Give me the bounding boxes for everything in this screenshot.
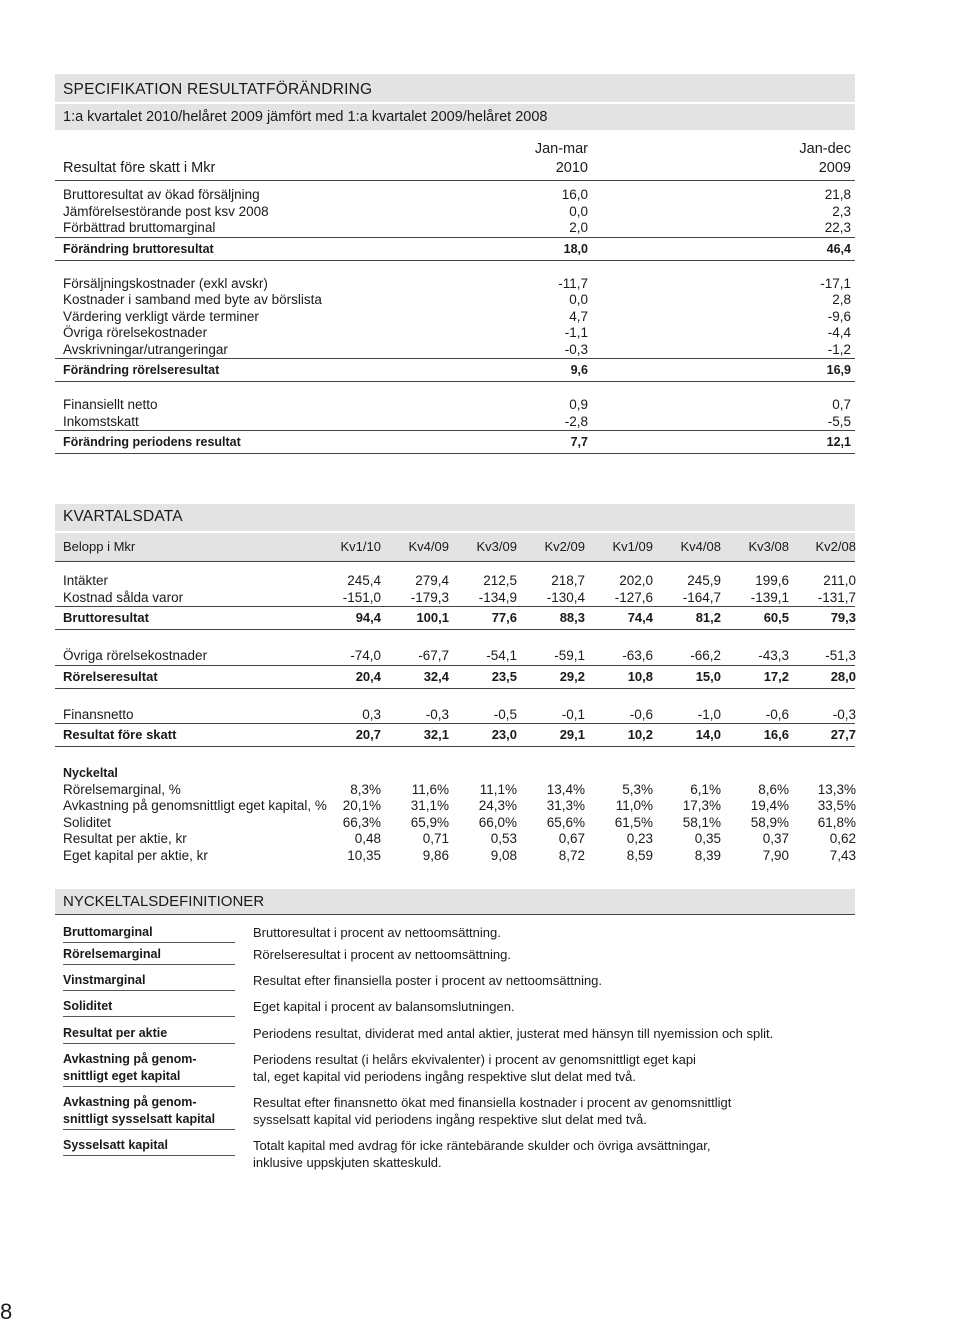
- cell-value: 15,0: [695, 668, 721, 684]
- cell-value: 17,3%: [682, 798, 721, 813]
- row-label: Soliditet: [63, 814, 112, 830]
- term-underline: [63, 964, 235, 965]
- definition-text: Totalt kapital med avdrag för icke räntebärande skulder och övriga avsättningar, inklusive uppskjuten skatteskuld.: [253, 1138, 711, 1170]
- spec-row: Kostnader i samband med byte av börslista 0,0 2,8: [63, 292, 851, 307]
- nyckeltal-row: [55, 831, 855, 848]
- kv-column-header: [55, 533, 855, 562]
- cell-value: 245,4: [347, 573, 381, 588]
- row-label: Eget kapital per aktie, kr: [63, 847, 208, 863]
- spec-row: Finansiellt netto 0,9 0,7: [63, 397, 851, 412]
- definition-text: Resultat efter finansnetto ökat med finansiella kostnader i procent av genomsnittligt sysselsatt kapital vid periodens ingång respektive slut delat med två.: [253, 1095, 732, 1127]
- cell-value: -127,6: [614, 589, 653, 605]
- kv-row: [55, 707, 855, 724]
- cell-value: 29,2: [559, 668, 585, 684]
- definition-term: Avkastning på genom- snittligt sysselsatt kapital: [63, 1095, 216, 1126]
- definition-term: Soliditet: [63, 999, 113, 1013]
- row-label: Avkastning på genomsnittligt eget kapital, %: [63, 798, 327, 813]
- cell-value: 245,9: [687, 573, 721, 588]
- term-underline: [63, 1016, 235, 1017]
- cell-value: -151,0: [342, 589, 381, 605]
- kv-column-label: Kv2/08: [815, 539, 856, 554]
- spec-col1-year: 2010: [555, 160, 588, 176]
- cell-value: 279,4: [415, 573, 449, 588]
- cell-value: 10,2: [627, 727, 653, 742]
- cell-value: 24,3%: [478, 798, 517, 813]
- definition-text: Periodens resultat (i helårs ekvivalenter) i procent av genomsnittligt eget kapi tal, eget kapital vid periodens ingång respektive slut delat med två.: [253, 1052, 696, 1084]
- cell-value: 20,1%: [342, 798, 381, 813]
- cell-value: 0,3: [362, 706, 381, 722]
- cell-value: -74,0: [350, 648, 381, 663]
- cell-value: 0,67: [558, 831, 585, 846]
- kv-column-label: Kv3/09: [476, 539, 517, 554]
- cell-value: 199,6: [755, 573, 789, 588]
- cell-value: 0,53: [490, 831, 517, 846]
- row-label: Resultat före skatt: [63, 727, 177, 742]
- cell-value: -0,6: [629, 706, 653, 722]
- cell-value: 13,4%: [546, 781, 585, 797]
- cell-value: 202,0: [619, 573, 653, 588]
- cell-value: 20,4: [355, 668, 381, 684]
- cell-value: 0,71: [422, 831, 449, 846]
- page-number: 8: [0, 1299, 13, 1324]
- term-underline: [63, 1129, 235, 1130]
- spec-row: Värdering verkligt värde terminer 4,7 -9,6: [63, 308, 851, 324]
- row-label: Rörelsemarginal, %: [63, 781, 181, 797]
- kv-total-row: [55, 665, 855, 689]
- cell-value: -130,4: [546, 589, 585, 605]
- term-underline: [63, 1155, 235, 1156]
- cell-value: 11,6%: [411, 781, 449, 797]
- cell-value: 13,3%: [817, 781, 856, 797]
- spec-row: Avskrivningar/utrangeringar -0,3 -1,2: [63, 341, 851, 357]
- definitions-section: [55, 889, 855, 1170]
- definition-text: Resultat efter finansiella poster i procent av nettoomsättning.: [253, 973, 603, 988]
- cell-value: 11,0%: [615, 798, 653, 813]
- cell-value: 27,7: [830, 727, 856, 742]
- spec-subtitle: 1:a kvartalet 2010/helåret 2009 jämfört med 1:a kvartalet 2009/helåret 2008: [55, 104, 855, 130]
- cell-value: 77,6: [491, 610, 517, 625]
- spec-col2-period: Jan-dec: [799, 141, 851, 157]
- cell-value: 0,62: [829, 831, 856, 846]
- cell-value: 32,4: [423, 668, 449, 684]
- definition-text: Eget kapital i procent av balansomslutningen.: [253, 999, 515, 1014]
- definition-text: Periodens resultat, dividerat med antal aktier, justerat med hänsyn till nyemission och split.: [253, 1026, 774, 1041]
- cell-value: -131,7: [817, 589, 856, 605]
- spec-row: Försäljningskostnader (exkl avskr) -11,7 -17,1: [63, 275, 851, 291]
- spec-row: Jämförelsestörande post ksv 2008 0,0 2,3: [63, 203, 851, 219]
- cell-value: 88,3: [559, 610, 585, 625]
- cell-value: 0,23: [626, 831, 653, 846]
- definition-term: Vinstmarginal: [63, 973, 146, 987]
- spec-row: Inkomstskatt -2,8 -5,5: [63, 413, 851, 429]
- cell-value: -66,2: [690, 648, 721, 663]
- spec-total-row: Förändring periodens resultat 7,7 12,1: [55, 430, 855, 454]
- cell-value: 8,72: [558, 847, 585, 863]
- cell-value: 23,0: [491, 727, 517, 742]
- cell-value: 29,1: [559, 727, 585, 742]
- cell-value: 8,59: [626, 847, 653, 863]
- spec-title: SPECIFIKATION RESULTATFÖRÄNDRING: [55, 74, 855, 102]
- kv-column-label: Kv3/08: [748, 539, 789, 554]
- kvartalsdata-section: [55, 504, 855, 864]
- nyckeltal-row: [55, 815, 855, 832]
- kv-total-row: [55, 606, 855, 630]
- definition-term: Sysselsatt kapital: [63, 1138, 168, 1152]
- kv-title: KVARTALSDATA: [55, 504, 855, 531]
- cell-value: 20,7: [355, 727, 381, 742]
- cell-value: 58,1%: [682, 814, 721, 830]
- kv-row: [55, 648, 855, 665]
- cell-value: 9,86: [422, 847, 449, 863]
- row-label: Resultat per aktie, kr: [63, 831, 187, 846]
- kv-column-label: Kv1/09: [612, 539, 653, 554]
- kv-header-label: Belopp i Mkr: [63, 539, 136, 554]
- cell-value: 61,5%: [614, 814, 653, 830]
- spec-col1-period: Jan-mar: [534, 141, 588, 157]
- cell-value: 31,3%: [546, 798, 585, 813]
- term-underline: [63, 1043, 235, 1044]
- definition-term: Resultat per aktie: [63, 1026, 168, 1040]
- row-label: Rörelseresultat: [63, 668, 158, 684]
- cell-value: 65,6%: [546, 814, 585, 830]
- nyckeltal-row: [55, 782, 855, 799]
- cell-value: 8,39: [694, 847, 721, 863]
- cell-value: 74,4: [627, 610, 653, 625]
- nd-title: NYCKELTALSDEFINITIONER: [55, 889, 855, 915]
- kv-column-label: Kv2/09: [544, 539, 585, 554]
- row-label: Övriga rörelsekostnader: [63, 648, 208, 663]
- term-underline: [63, 1086, 235, 1087]
- cell-value: -0,3: [832, 706, 856, 722]
- cell-value: 8,6%: [758, 781, 789, 797]
- spec-row: Bruttoresultat av ökad försäljning 16,0 21,8: [63, 187, 851, 202]
- cell-value: 16,6: [763, 727, 789, 742]
- cell-value: 17,2: [763, 668, 789, 684]
- cell-value: -164,7: [682, 589, 721, 605]
- cell-value: 94,4: [355, 610, 381, 625]
- cell-value: -0,3: [425, 706, 449, 722]
- cell-value: 218,7: [551, 573, 585, 588]
- kv-column-label: Kv1/10: [340, 539, 381, 554]
- spec-row: Övriga rörelsekostnader -1,1 -4,4: [63, 325, 851, 340]
- cell-value: 19,4%: [750, 798, 789, 813]
- cell-value: 81,2: [695, 610, 721, 625]
- cell-value: 0,37: [762, 831, 789, 846]
- nyckeltal-heading: Nyckeltal: [63, 766, 118, 780]
- cell-value: 6,1%: [690, 781, 721, 797]
- spec-total-row: Förändring rörelseresultat 9,6 16,9: [55, 358, 855, 382]
- cell-value: 58,9%: [750, 814, 789, 830]
- spec-header-label: Resultat före skatt i Mkr: [63, 160, 216, 176]
- cell-value: 66,0%: [478, 814, 517, 830]
- cell-value: 10,35: [347, 847, 381, 863]
- cell-value: 11,1%: [479, 781, 517, 797]
- spec-header: [55, 130, 855, 181]
- cell-value: 28,0: [830, 668, 856, 684]
- cell-value: -139,1: [750, 589, 789, 605]
- definition-text: Rörelseresultat i procent av nettoomsättning.: [253, 947, 511, 962]
- cell-value: 23,5: [491, 668, 517, 684]
- cell-value: -0,6: [765, 706, 789, 722]
- cell-value: 65,9%: [410, 814, 449, 830]
- kv-row: [55, 590, 855, 607]
- row-label: Bruttoresultat: [63, 610, 149, 625]
- kv-column-label: Kv4/08: [680, 539, 721, 554]
- cell-value: 61,8%: [817, 814, 856, 830]
- cell-value: -67,7: [418, 648, 449, 663]
- cell-value: -43,3: [758, 648, 789, 663]
- cell-value: -179,3: [410, 589, 449, 605]
- spec-total-row: Förändring bruttoresultat 18,0 46,4: [55, 237, 855, 261]
- row-label: Kostnad sålda varor: [63, 589, 184, 605]
- cell-value: 60,5: [763, 610, 789, 625]
- spec-row: Förbättrad bruttomarginal 2,0 22,3: [63, 220, 851, 235]
- definition-term: Bruttomarginal: [63, 925, 153, 939]
- cell-value: -54,1: [486, 648, 517, 663]
- cell-value: 79,3: [830, 610, 856, 625]
- spec-section: [55, 74, 855, 454]
- cell-value: 5,3%: [622, 781, 653, 797]
- cell-value: 7,43: [829, 847, 856, 863]
- definition-term: Rörelsemarginal: [63, 947, 161, 961]
- cell-value: 32,1: [423, 727, 449, 742]
- cell-value: -134,9: [478, 589, 517, 605]
- term-underline: [63, 942, 235, 943]
- kv-total-row: [55, 723, 855, 747]
- cell-value: 0,48: [354, 831, 381, 846]
- cell-value: -0,1: [561, 706, 585, 722]
- cell-value: -1,0: [697, 706, 721, 722]
- kv-column-label: Kv4/09: [408, 539, 449, 554]
- kv-row: [55, 573, 855, 590]
- cell-value: 212,5: [483, 573, 517, 588]
- row-label: Finansnetto: [63, 706, 134, 722]
- cell-value: 0,35: [694, 831, 721, 846]
- cell-value: 211,0: [823, 573, 856, 588]
- cell-value: -0,5: [493, 706, 517, 722]
- spec-col2-year: 2009: [818, 160, 851, 176]
- cell-value: -59,1: [554, 648, 585, 663]
- cell-value: 31,1%: [410, 798, 449, 813]
- definition-text: Bruttoresultat i procent av nettoomsättning.: [253, 925, 501, 940]
- cell-value: -51,3: [825, 648, 856, 663]
- definition-term: Avkastning på genom- snittligt eget kapital: [63, 1052, 197, 1083]
- cell-value: 8,3%: [350, 781, 381, 797]
- row-label: Intäkter: [63, 573, 109, 588]
- nyckeltal-row: [55, 798, 855, 815]
- cell-value: 9,08: [490, 847, 517, 863]
- term-underline: [63, 990, 235, 991]
- cell-value: 10,8: [627, 668, 653, 684]
- cell-value: 66,3%: [342, 814, 381, 830]
- cell-value: 14,0: [695, 727, 721, 742]
- cell-value: -63,6: [622, 648, 653, 663]
- cell-value: 100,1: [416, 610, 449, 625]
- nyckeltal-row: [55, 848, 855, 865]
- cell-value: 7,90: [762, 847, 789, 863]
- cell-value: 33,5%: [817, 798, 856, 813]
